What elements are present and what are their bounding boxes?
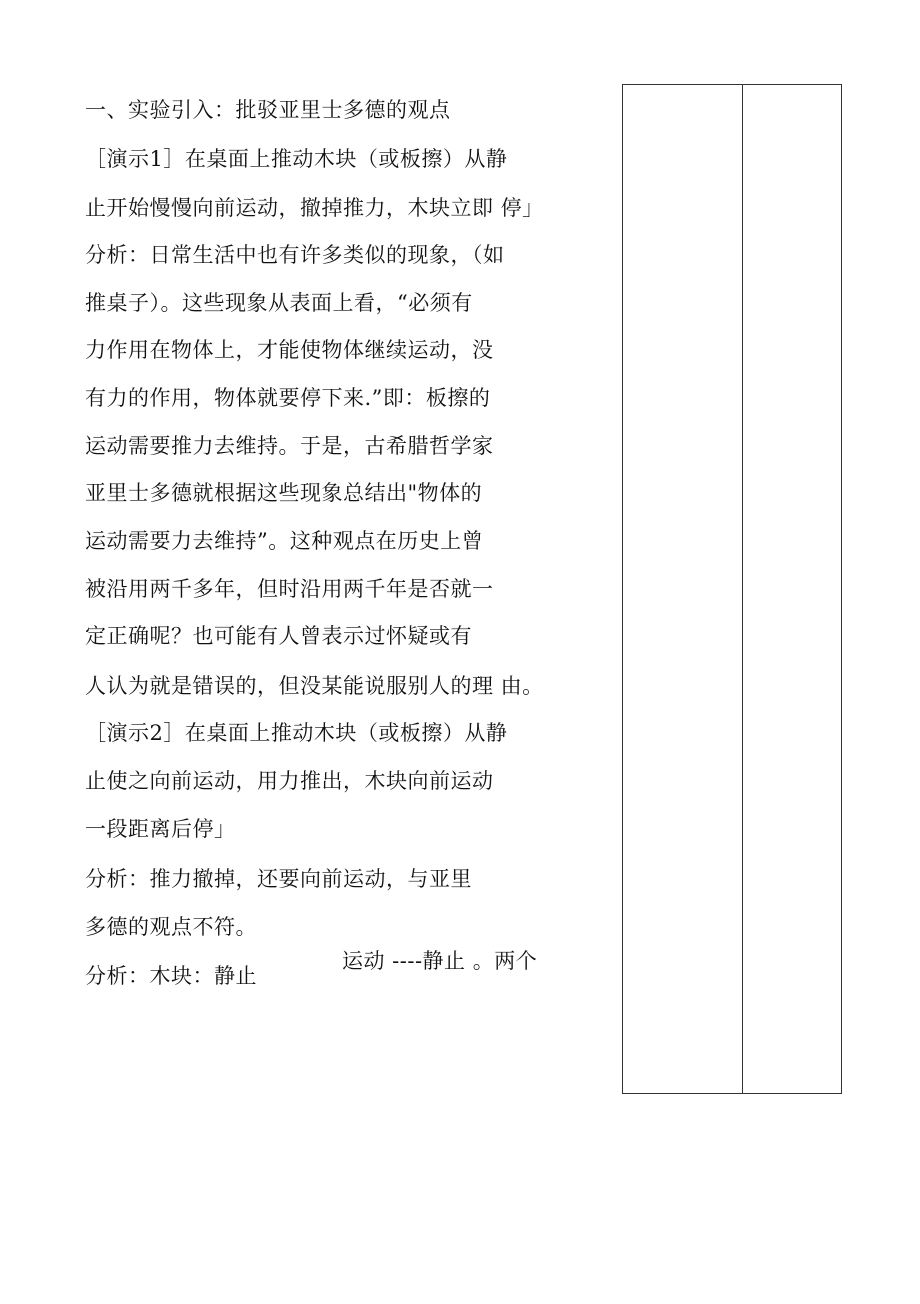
motion-state-text: 运动 ----静止 。两个 bbox=[342, 949, 538, 973]
analysis-1-line-7: 运动需要力去维持”。这种观点在历史上曾 bbox=[85, 529, 484, 553]
demo-1-line-2: 止开始慢慢向前运动，撤掉推力，木块立即 停」 bbox=[85, 196, 544, 220]
analysis-1-line-4: 有力的作用，物体就要停下来.”即：板擦的 bbox=[85, 386, 491, 410]
analysis-3-line-1: 分析：木块：静止 bbox=[85, 964, 257, 988]
demo-1-line-1: ［演示1］在桌面上推动木块（或板擦）从静 bbox=[85, 147, 508, 171]
analysis-1-line-10: 人认为就是错误的，但没某能说服别人的理 由。 bbox=[85, 674, 544, 698]
analysis-1-line-1: 分析：日常生活中也有许多类似的现象，（如 bbox=[85, 243, 505, 267]
analysis-2-line-2: 多德的观点不符。 bbox=[85, 915, 257, 939]
analysis-1-line-5: 运动需要推力去维持。于是，古希腊哲学家 bbox=[85, 434, 494, 458]
notes-column-right bbox=[743, 85, 841, 1093]
analysis-1-line-3: 力作用在物体上，才能使物体继续运动，没 bbox=[85, 338, 494, 362]
analysis-1-line-8: 被沿用两千多年，但时沿用两千年是否就一 bbox=[85, 577, 494, 601]
section-heading: 一、实验引入：批驳亚里士多德的观点 bbox=[85, 98, 451, 122]
analysis-1-line-9: 定正确呢？也可能有人曾表示过怀疑或有 bbox=[85, 624, 472, 648]
notes-column-left bbox=[623, 85, 743, 1093]
notes-table bbox=[622, 84, 842, 1094]
demo-2-line-3: 一段距离后停」 bbox=[85, 817, 236, 841]
analysis-1-line-6: 亚里士多德就根据这些现象总结出"物体的 bbox=[85, 481, 483, 505]
demo-2-line-1: ［演示2］在桌面上推动木块（或板擦）从静 bbox=[85, 721, 508, 745]
analysis-2-line-1: 分析：推力撤掉，还要向前运动，与亚里 bbox=[85, 867, 472, 891]
analysis-1-line-2: 推桌子）。这些现象从表面上看，“必须有 bbox=[85, 291, 473, 315]
demo-2-line-2: 止使之向前运动，用力推出，木块向前运动 bbox=[85, 769, 494, 793]
